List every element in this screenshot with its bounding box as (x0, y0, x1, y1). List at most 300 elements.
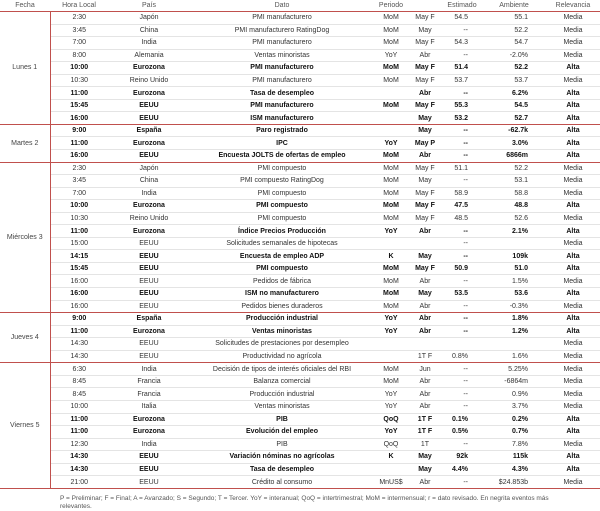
frequency-cell (374, 463, 408, 476)
table-row (0, 476, 600, 489)
relevance-cell: Media (546, 350, 600, 363)
country-cell: Japón (108, 162, 190, 175)
estimate-cell: -- (442, 49, 482, 62)
period-cell: Jun (408, 363, 442, 376)
estimate-cell: 0.8% (442, 350, 482, 363)
relevance-cell: Alta (546, 262, 600, 275)
relevance-cell: Alta (546, 426, 600, 439)
estimate-cell (442, 338, 482, 351)
time-cell: 15:00 (50, 237, 108, 250)
previous-cell: 3.0% (482, 137, 546, 150)
previous-cell: 1.2% (482, 325, 546, 338)
table-row (0, 187, 600, 200)
indicator-cell: PMI manufacturero (190, 62, 374, 75)
table-row (0, 150, 600, 163)
frequency-cell: MoM (374, 375, 408, 388)
previous-cell: 115k (482, 451, 546, 464)
table-row (0, 288, 600, 301)
frequency-cell: YoY (374, 426, 408, 439)
estimate-cell: -- (442, 24, 482, 37)
indicator-cell: IPC (190, 137, 374, 150)
header-row (0, 0, 600, 12)
time-cell: 16:00 (50, 300, 108, 313)
country-cell: China (108, 175, 190, 188)
frequency-cell (374, 338, 408, 351)
frequency-cell: QoQ (374, 413, 408, 426)
frequency-cell: MoM (374, 74, 408, 87)
indicator-cell: Productividad no agrícola (190, 350, 374, 363)
relevance-cell: Media (546, 363, 600, 376)
indicator-cell: Encuesta JOLTS de ofertas de empleo (190, 150, 374, 163)
time-cell: 2:30 (50, 162, 108, 175)
estimate-cell: 0.5% (442, 426, 482, 439)
frequency-cell: MnUS$ (374, 476, 408, 489)
relevance-cell: Alta (546, 288, 600, 301)
column-header: País (108, 0, 190, 12)
period-cell: Abr (408, 375, 442, 388)
country-cell: EEUU (108, 275, 190, 288)
time-cell: 15:45 (50, 99, 108, 112)
table-row (0, 463, 600, 476)
previous-cell: 48.8 (482, 200, 546, 213)
relevance-cell: Alta (546, 124, 600, 137)
period-cell: May (408, 124, 442, 137)
relevance-cell: Media (546, 400, 600, 413)
period-cell: May (408, 112, 442, 125)
period-cell (408, 338, 442, 351)
previous-cell: 109k (482, 250, 546, 263)
period-cell: May F (408, 212, 442, 225)
country-cell: Eurozona (108, 87, 190, 100)
country-cell: EEUU (108, 451, 190, 464)
period-cell: Abr (408, 225, 442, 238)
indicator-cell: Encuesta de empleo ADP (190, 250, 374, 263)
relevance-cell: Media (546, 187, 600, 200)
indicator-cell: PMI manufacturero (190, 99, 374, 112)
previous-cell: 58.8 (482, 187, 546, 200)
indicator-cell: PMI compuesto RatingDog (190, 175, 374, 188)
country-cell: EEUU (108, 463, 190, 476)
frequency-cell: MoM (374, 24, 408, 37)
country-cell: EEUU (108, 150, 190, 163)
indicator-cell: ISM no manufacturero (190, 288, 374, 301)
indicator-cell: Pedidos bienes duraderos (190, 300, 374, 313)
period-cell: May F (408, 99, 442, 112)
indicator-cell: PMI manufacturero (190, 12, 374, 25)
frequency-cell (374, 87, 408, 100)
time-cell: 11:00 (50, 137, 108, 150)
period-cell: Abr (408, 300, 442, 313)
frequency-cell (374, 350, 408, 363)
frequency-cell: MoM (374, 262, 408, 275)
country-cell: Reino Unido (108, 212, 190, 225)
indicator-cell: PMI compuesto (190, 200, 374, 213)
estimate-cell: 54.5 (442, 12, 482, 25)
time-cell: 11:00 (50, 225, 108, 238)
country-cell: China (108, 24, 190, 37)
indicator-cell: Variación nóminas no agrícolas (190, 451, 374, 464)
period-cell: 1T F (408, 350, 442, 363)
frequency-cell: YoY (374, 325, 408, 338)
time-cell: 11:00 (50, 413, 108, 426)
time-cell: 10:00 (50, 62, 108, 75)
country-cell: EEUU (108, 112, 190, 125)
estimate-cell: -- (442, 225, 482, 238)
previous-cell: 52.2 (482, 162, 546, 175)
column-header: Fecha (0, 0, 50, 12)
time-cell: 3:45 (50, 175, 108, 188)
indicator-cell: Crédito al consumo (190, 476, 374, 489)
time-cell: 11:00 (50, 426, 108, 439)
period-cell: May (408, 288, 442, 301)
previous-cell: 4.3% (482, 463, 546, 476)
column-header: Relevancia (546, 0, 600, 12)
previous-cell: 1.5% (482, 275, 546, 288)
previous-cell: 5.25% (482, 363, 546, 376)
country-cell: EEUU (108, 250, 190, 263)
table-row (0, 87, 600, 100)
time-cell: 16:00 (50, 150, 108, 163)
period-cell: May F (408, 262, 442, 275)
frequency-cell (374, 124, 408, 137)
period-cell: Abr (408, 400, 442, 413)
table-row (0, 363, 600, 376)
estimate-cell: 50.9 (442, 262, 482, 275)
indicator-cell: Ventas minoristas (190, 49, 374, 62)
indicator-cell: PMI compuesto (190, 262, 374, 275)
previous-cell: 52.7 (482, 112, 546, 125)
time-cell: 9:00 (50, 124, 108, 137)
relevance-cell: Media (546, 12, 600, 25)
time-cell: 6:30 (50, 363, 108, 376)
indicator-cell: Producción industrial (190, 388, 374, 401)
relevance-cell: Media (546, 49, 600, 62)
day-label: Jueves 4 (0, 313, 50, 363)
previous-cell: 52.2 (482, 24, 546, 37)
frequency-cell: YoY (374, 400, 408, 413)
period-cell: 1T F (408, 426, 442, 439)
time-cell: 16:00 (50, 112, 108, 125)
relevance-cell: Media (546, 212, 600, 225)
period-cell: May (408, 175, 442, 188)
country-cell: Eurozona (108, 225, 190, 238)
time-cell: 7:00 (50, 37, 108, 50)
estimate-cell: 51.1 (442, 162, 482, 175)
frequency-cell: MoM (374, 363, 408, 376)
country-cell: Italia (108, 400, 190, 413)
time-cell: 21:00 (50, 476, 108, 489)
period-cell: May F (408, 162, 442, 175)
estimate-cell: -- (442, 87, 482, 100)
period-cell: Abr (408, 49, 442, 62)
previous-cell: 7.8% (482, 438, 546, 451)
indicator-cell: Ventas minoristas (190, 325, 374, 338)
indicator-cell: Paro registrado (190, 124, 374, 137)
relevance-cell: Alta (546, 225, 600, 238)
previous-cell (482, 338, 546, 351)
period-cell: Abr (408, 313, 442, 326)
relevance-cell: Media (546, 338, 600, 351)
column-header: Dato (190, 0, 374, 12)
previous-cell: -2.0% (482, 49, 546, 62)
frequency-cell: MoM (374, 99, 408, 112)
period-cell: Abr (408, 150, 442, 163)
time-cell: 10:00 (50, 400, 108, 413)
period-cell: May F (408, 187, 442, 200)
frequency-cell: MoM (374, 150, 408, 163)
country-cell: India (108, 363, 190, 376)
relevance-cell: Media (546, 438, 600, 451)
estimate-cell: 0.1% (442, 413, 482, 426)
table-row (0, 212, 600, 225)
table-row (0, 62, 600, 75)
estimate-cell: -- (442, 388, 482, 401)
country-cell: Eurozona (108, 200, 190, 213)
frequency-cell: K (374, 250, 408, 263)
estimate-cell: 58.9 (442, 187, 482, 200)
country-cell: EEUU (108, 350, 190, 363)
relevance-cell: Alta (546, 112, 600, 125)
indicator-cell: PIB (190, 413, 374, 426)
table-row (0, 426, 600, 439)
indicator-cell: Índice Precios Producción (190, 225, 374, 238)
table-row (0, 112, 600, 125)
estimate-cell: 92k (442, 451, 482, 464)
period-cell: 1T F (408, 413, 442, 426)
period-cell: May F (408, 200, 442, 213)
period-cell (408, 237, 442, 250)
relevance-cell: Media (546, 74, 600, 87)
estimate-cell: 48.5 (442, 212, 482, 225)
day-label: Viernes 5 (0, 363, 50, 488)
relevance-cell: Media (546, 375, 600, 388)
footnote: P = Preliminar; F = Final; A = Avanzado; S = Segundo; T = Tercer. YoY = interanual; QoQ = intertrimestral; MoM = intermensual; r = dato revisado. En negrita eventos más relevantes. (60, 494, 549, 510)
country-cell: Japón (108, 12, 190, 25)
indicator-cell: Solicitudes semanales de hipotecas (190, 237, 374, 250)
time-cell: 11:00 (50, 87, 108, 100)
indicator-cell: Evolución del empleo (190, 426, 374, 439)
table-row (0, 137, 600, 150)
relevance-cell: Media (546, 237, 600, 250)
estimate-cell: -- (442, 438, 482, 451)
estimate-cell: 53.7 (442, 74, 482, 87)
table-row (0, 262, 600, 275)
previous-cell: 51.0 (482, 262, 546, 275)
indicator-cell: PMI compuesto (190, 187, 374, 200)
table-row (0, 451, 600, 464)
table-row (0, 37, 600, 50)
previous-cell: 1.6% (482, 350, 546, 363)
time-cell: 15:45 (50, 262, 108, 275)
frequency-cell: MoM (374, 12, 408, 25)
country-cell: Eurozona (108, 137, 190, 150)
previous-cell: 52.2 (482, 62, 546, 75)
previous-cell: 2.1% (482, 225, 546, 238)
country-cell: Eurozona (108, 426, 190, 439)
frequency-cell (374, 237, 408, 250)
estimate-cell: -- (442, 476, 482, 489)
previous-cell: -62.7k (482, 124, 546, 137)
indicator-cell: PMI manufacturero (190, 74, 374, 87)
table-row (0, 24, 600, 37)
country-cell: India (108, 37, 190, 50)
indicator-cell: Solicitudes de prestaciones por desempleo (190, 338, 374, 351)
period-cell: Abr (408, 325, 442, 338)
previous-cell: 0.2% (482, 413, 546, 426)
country-cell: España (108, 313, 190, 326)
table-row (0, 313, 600, 326)
period-cell: May F (408, 62, 442, 75)
estimate-cell: -- (442, 300, 482, 313)
estimate-cell: -- (442, 150, 482, 163)
relevance-cell: Alta (546, 200, 600, 213)
column-header: Periodo (374, 0, 408, 12)
estimate-cell: -- (442, 325, 482, 338)
relevance-cell: Media (546, 24, 600, 37)
period-cell: May F (408, 12, 442, 25)
table-row (0, 175, 600, 188)
period-cell: May F (408, 74, 442, 87)
relevance-cell: Alta (546, 413, 600, 426)
table-row (0, 325, 600, 338)
country-cell: EEUU (108, 262, 190, 275)
frequency-cell: MoM (374, 288, 408, 301)
indicator-cell: PMI compuesto (190, 212, 374, 225)
time-cell: 8:45 (50, 388, 108, 401)
previous-cell: 1.8% (482, 313, 546, 326)
previous-cell: 0.9% (482, 388, 546, 401)
previous-cell: 53.6 (482, 288, 546, 301)
time-cell: 9:00 (50, 313, 108, 326)
frequency-cell: YoY (374, 313, 408, 326)
time-cell: 14:30 (50, 463, 108, 476)
estimate-cell: -- (442, 400, 482, 413)
indicator-cell: PIB (190, 438, 374, 451)
estimate-cell: -- (442, 375, 482, 388)
frequency-cell: MoM (374, 37, 408, 50)
indicator-cell: Pedidos de fábrica (190, 275, 374, 288)
day-label: Martes 2 (0, 124, 50, 162)
relevance-cell: Media (546, 162, 600, 175)
table-row (0, 300, 600, 313)
previous-cell: 53.7 (482, 74, 546, 87)
period-cell: May (408, 24, 442, 37)
relevance-cell: Alta (546, 137, 600, 150)
country-cell: Eurozona (108, 62, 190, 75)
frequency-cell: QoQ (374, 438, 408, 451)
estimate-cell: -- (442, 124, 482, 137)
table-row (0, 162, 600, 175)
estimate-cell: -- (442, 237, 482, 250)
frequency-cell (374, 112, 408, 125)
table-row (0, 388, 600, 401)
table-row (0, 99, 600, 112)
period-cell: May F (408, 37, 442, 50)
country-cell: EEUU (108, 338, 190, 351)
relevance-cell: Media (546, 37, 600, 50)
estimate-cell: -- (442, 275, 482, 288)
period-cell: 1T (408, 438, 442, 451)
time-cell: 14:30 (50, 350, 108, 363)
country-cell: Francia (108, 375, 190, 388)
country-cell: EEUU (108, 300, 190, 313)
estimate-cell: 53.5 (442, 288, 482, 301)
estimate-cell: -- (442, 363, 482, 376)
time-cell: 10:30 (50, 212, 108, 225)
previous-cell: 6.2% (482, 87, 546, 100)
estimate-cell: 54.3 (442, 37, 482, 50)
country-cell: Alemania (108, 49, 190, 62)
country-cell: Francia (108, 388, 190, 401)
time-cell: 2:30 (50, 12, 108, 25)
estimate-cell: -- (442, 313, 482, 326)
estimate-cell: 53.2 (442, 112, 482, 125)
estimate-cell: 47.5 (442, 200, 482, 213)
relevance-cell: Media (546, 275, 600, 288)
frequency-cell: YoY (374, 49, 408, 62)
indicator-cell: PMI manufacturero (190, 37, 374, 50)
time-cell: 14:15 (50, 250, 108, 263)
country-cell: India (108, 187, 190, 200)
time-cell: 12:30 (50, 438, 108, 451)
table-row (0, 225, 600, 238)
indicator-cell: PMI compuesto (190, 162, 374, 175)
time-cell: 14:30 (50, 451, 108, 464)
frequency-cell: MoM (374, 275, 408, 288)
previous-cell: 53.1 (482, 175, 546, 188)
previous-cell: 54.7 (482, 37, 546, 50)
frequency-cell: K (374, 451, 408, 464)
relevance-cell: Alta (546, 250, 600, 263)
table-row (0, 74, 600, 87)
previous-cell: 54.5 (482, 99, 546, 112)
frequency-cell: MoM (374, 200, 408, 213)
table-row (0, 413, 600, 426)
time-cell: 3:45 (50, 24, 108, 37)
estimate-cell: -- (442, 137, 482, 150)
indicator-cell: PMI manufacturero RatingDog (190, 24, 374, 37)
time-cell: 10:00 (50, 200, 108, 213)
time-cell: 8:00 (50, 49, 108, 62)
table-row (0, 438, 600, 451)
relevance-cell: Alta (546, 150, 600, 163)
period-cell: May (408, 463, 442, 476)
time-cell: 16:00 (50, 275, 108, 288)
frequency-cell: MoM (374, 300, 408, 313)
country-cell: EEUU (108, 237, 190, 250)
country-cell: Reino Unido (108, 74, 190, 87)
country-cell: EEUU (108, 99, 190, 112)
indicator-cell: Decisión de tipos de interés oficiales del RBI (190, 363, 374, 376)
frequency-cell: MoM (374, 62, 408, 75)
country-cell: España (108, 124, 190, 137)
relevance-cell: Alta (546, 313, 600, 326)
time-cell: 10:30 (50, 74, 108, 87)
period-cell: Abr (408, 275, 442, 288)
frequency-cell: YoY (374, 388, 408, 401)
day-label: Lunes 1 (0, 12, 50, 125)
indicator-cell: ISM manufacturero (190, 112, 374, 125)
estimate-cell: 51.4 (442, 62, 482, 75)
table-row (0, 237, 600, 250)
estimate-cell: 55.3 (442, 99, 482, 112)
time-cell: 7:00 (50, 187, 108, 200)
table-row (0, 338, 600, 351)
frequency-cell: YoY (374, 225, 408, 238)
table-row (0, 12, 600, 25)
relevance-cell: Media (546, 388, 600, 401)
estimate-cell: -- (442, 250, 482, 263)
